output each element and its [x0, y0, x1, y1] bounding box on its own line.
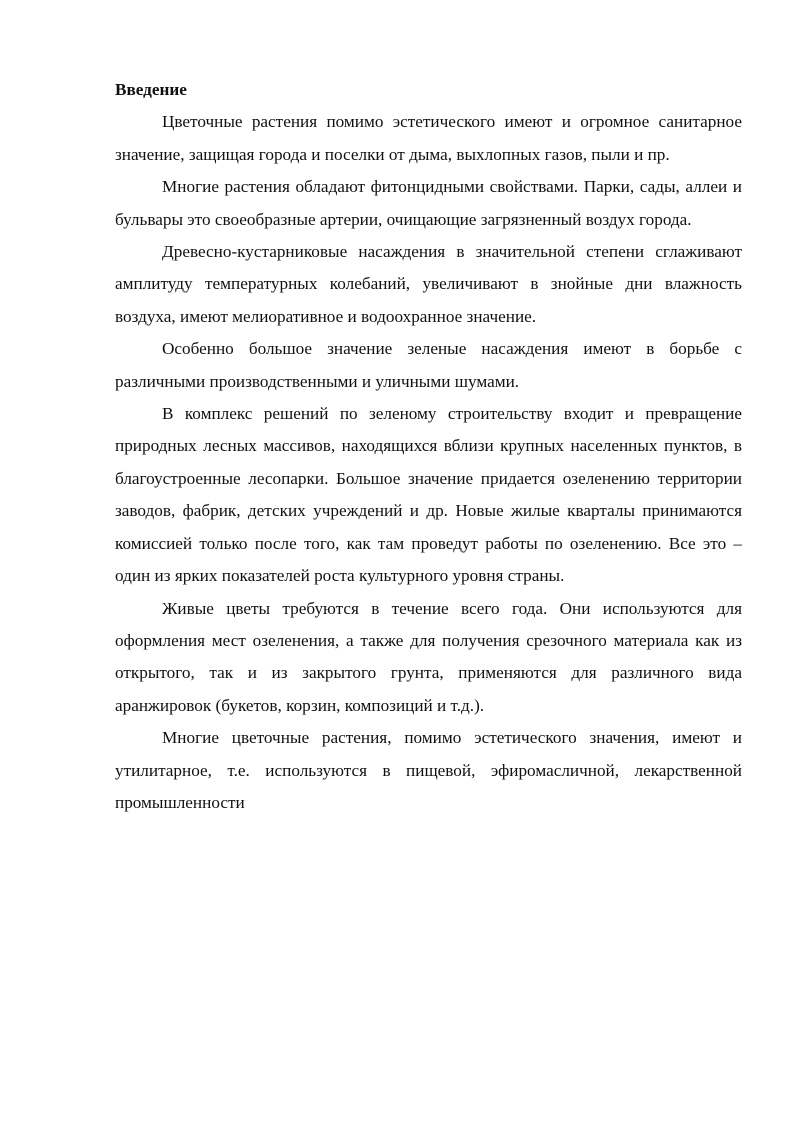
paragraph-green-construction: В комплекс решений по зеленому строительству входит и превращение природных лесных массивов, находящихся вблизи крупных населенных пунктов, в благоустроенные лесопарки. Большое значение придается озеленению территории заводов, фабрик, детских учреждений и др. Новые жилые кварталы принимаются комиссией только после того, как там проведут работы по озеленению. Все это – один из ярких показателей роста культурного уровня страны.: [115, 404, 742, 586]
paragraph-sanitary: Цветочные растения помимо эстетического имеют и огромное санитарное значение, защищая города и поселки от дыма, выхлопных газов, пыли и пр.: [115, 112, 742, 164]
paragraph-phytoncide: Многие растения обладают фитонцидными свойствами. Парки, сады, аллеи и бульвары это своеобразные артерии, очищающие загрязненный воздух города.: [115, 177, 742, 229]
section-heading: Введение: [115, 80, 187, 99]
paragraph-trees-shrubs: Древесно-кустарниковые насаждения в значительной степени сглаживают амплитуду температурных колебаний, увеличивают в знойные дни влажность воздуха, имеют мелиоративное и водоохранное значение.: [115, 242, 742, 326]
paragraph-utilitarian: Многие цветочные растения, помимо эстетического значения, имеют и утилитарное, т.е. используются в пищевой, эфиромасличной, лекарственной промышленности: [115, 728, 742, 812]
document-body: [115, 74, 742, 819]
paragraph-noise: Особенно большое значение зеленые насаждения имеют в борьбе с различными производственными и уличными шумами.: [115, 339, 742, 391]
paragraph-live-flowers: Живые цветы требуются в течение всего года. Они используются для оформления мест озеленения, а также для получения срезочного материала как из открытого, так и из закрытого грунта, применяются для различного вида аранжировок (букетов, корзин, композиций и т.д.).: [115, 598, 742, 715]
